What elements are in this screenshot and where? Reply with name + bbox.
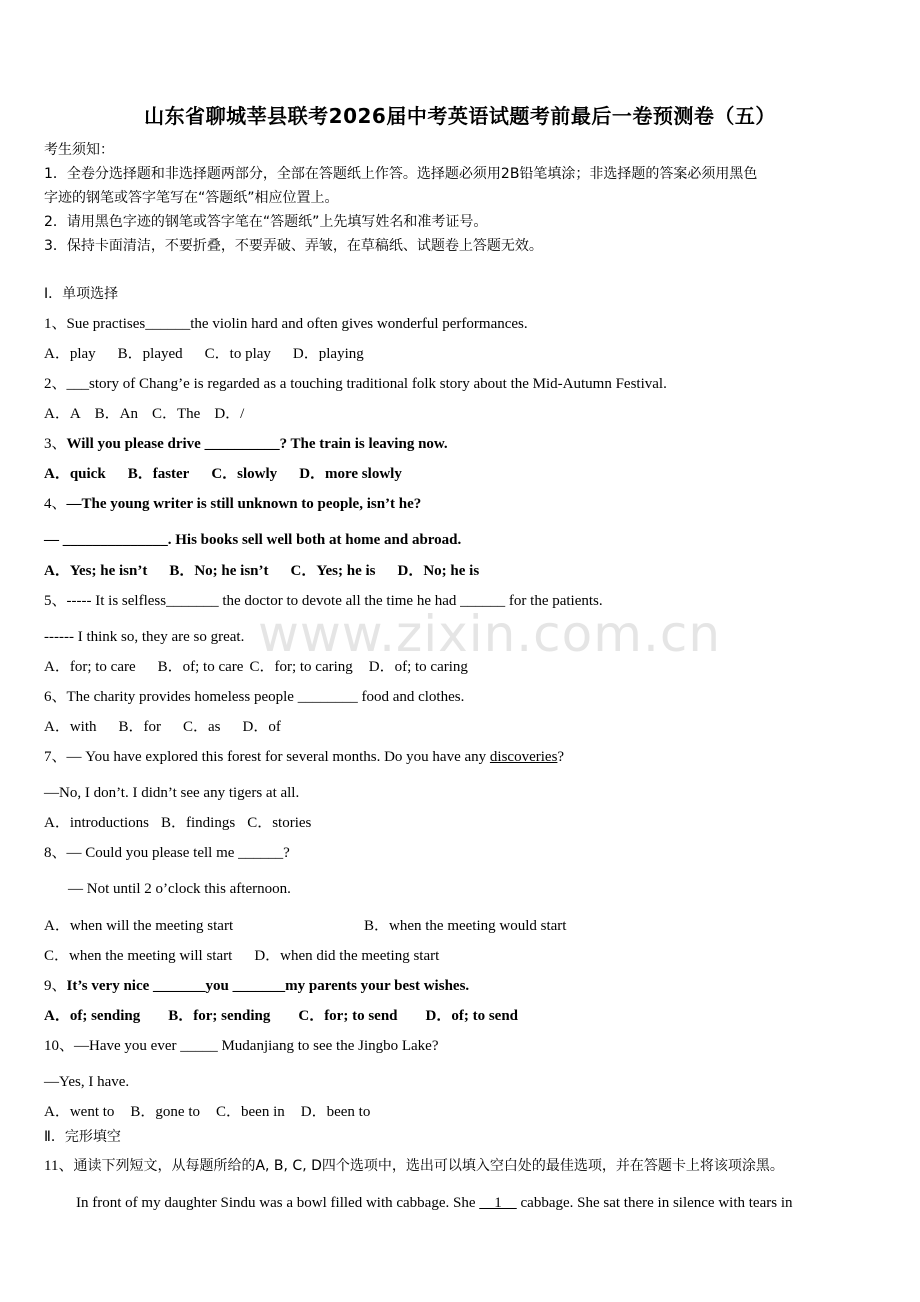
question-5 bbox=[44, 591, 603, 611]
question-instruction: 通读下列短文，从每题所给的A, B, C, D四个选项中，选出可以填入空白处的最佳选项，并在答题卡上将该项涂黑。 bbox=[73, 1158, 784, 1174]
option-a: A．play bbox=[44, 346, 96, 362]
option-d: D．No; he is bbox=[397, 563, 480, 579]
option-d: D．playing bbox=[292, 346, 364, 362]
option-b: B．gone to bbox=[130, 1104, 201, 1120]
question-11 bbox=[44, 1156, 784, 1176]
option-b: B．played bbox=[117, 346, 183, 362]
option-b: B．findings bbox=[161, 815, 236, 831]
question-text: —The young writer is still unknown to people, isn’t he? bbox=[66, 496, 422, 512]
options-8-cd bbox=[44, 946, 461, 966]
question-7 bbox=[44, 747, 564, 767]
question-text: ----- It is selfless_______ the doctor to devote all the time he had ______ for the patients. bbox=[66, 593, 603, 609]
option-b: B．of; to care bbox=[157, 659, 244, 675]
exam-title: 山东省聊城莘县联考2026届中考英语试题考前最后一卷预测卷（五） bbox=[144, 104, 776, 128]
notice-item-3: 3．保持卡面清洁，不要折叠，不要弄破、弄皱，在草稿纸、试题卷上答题无效。 bbox=[44, 238, 543, 254]
options-3 bbox=[44, 464, 424, 484]
notice-item-2: 2．请用黑色字迹的钢笔或答字笔在“答题纸”上先填写姓名和准考证号。 bbox=[44, 214, 488, 230]
question-1 bbox=[44, 314, 528, 334]
option-d: D．of; to caring bbox=[368, 659, 468, 675]
options-6 bbox=[44, 717, 303, 737]
section-heading-1: Ⅰ．单项选择 bbox=[44, 286, 119, 302]
notice-item-1: 1．全卷分选择题和非选择题两部分，全部在答题纸上作答。选择题必须用2B铅笔填涂；非选择题的答案必须用黑色 bbox=[44, 166, 758, 182]
option-b: B．faster bbox=[127, 466, 190, 482]
question-text: ___story of Chang’e is regarded as a touching traditional folk story about the Mid-Autumn Festival. bbox=[66, 376, 667, 392]
option-b: B．for; sending bbox=[168, 1008, 271, 1024]
question-number: 10、 bbox=[44, 1038, 75, 1054]
notice-item-1-cont: 字迹的钢笔或答字笔写在“答题纸”相应位置上。 bbox=[44, 190, 339, 206]
options-7 bbox=[44, 813, 333, 833]
question-text: —Have you ever _____ Mudanjiang to see the Jingbo Lake? bbox=[74, 1038, 439, 1054]
question-2 bbox=[44, 374, 667, 394]
question-text: Will you please drive __________? The train is leaving now. bbox=[66, 436, 448, 452]
question-mark: ? bbox=[557, 749, 565, 765]
option-c: C．been in bbox=[216, 1104, 285, 1120]
passage-line-1 bbox=[76, 1193, 793, 1213]
option-a: A．for; to care bbox=[44, 659, 136, 675]
question-number: 5、 bbox=[44, 593, 67, 609]
option-c: C．stories bbox=[247, 815, 312, 831]
question-text: — You have explored this forest for several months. Do you have any bbox=[66, 749, 490, 765]
option-c: C．to play bbox=[204, 346, 271, 362]
options-10 bbox=[44, 1102, 392, 1122]
question-4 bbox=[44, 494, 421, 514]
watermark: www.zixin.com.cn bbox=[258, 605, 722, 663]
question-number: 2、 bbox=[44, 376, 67, 392]
question-number: 3、 bbox=[44, 436, 67, 452]
option-c: C．as bbox=[183, 719, 221, 735]
option-a: A．quick bbox=[44, 466, 106, 482]
option-d: D．when did the meeting start bbox=[254, 948, 440, 964]
option-a: A．went to bbox=[44, 1104, 115, 1120]
option-a: A．A bbox=[44, 406, 81, 422]
options-2 bbox=[44, 404, 266, 424]
options-9 bbox=[44, 1006, 540, 1026]
question-number: 1、 bbox=[44, 316, 67, 332]
option-a: A．Yes; he isn’t bbox=[44, 563, 148, 579]
question-number: 11、 bbox=[44, 1158, 74, 1174]
underlined-word: discoveries bbox=[489, 749, 558, 765]
option-d: D．more slowly bbox=[299, 466, 402, 482]
question-text: — Could you please tell me ______? bbox=[66, 845, 290, 861]
question-text: Sue practises______the violin hard and often gives wonderful performances. bbox=[66, 316, 528, 332]
option-b: B．No; he isn’t bbox=[169, 563, 269, 579]
question-number: 4、 bbox=[44, 496, 67, 512]
option-a: A．with bbox=[44, 719, 97, 735]
question-text: It’s very nice _______you _______my parents your best wishes. bbox=[66, 978, 470, 994]
option-c: C．The bbox=[152, 406, 201, 422]
passage-text: In front of my daughter Sindu was a bowl filled with cabbage. She bbox=[76, 1195, 480, 1211]
option-d: D．of bbox=[242, 719, 281, 735]
question-number: 8、 bbox=[44, 845, 67, 861]
option-d: D．of; to send bbox=[425, 1008, 519, 1024]
options-1 bbox=[44, 344, 386, 364]
question-4-reply: — ______________. His books sell well both at home and abroad. bbox=[44, 532, 462, 548]
option-c: C．when the meeting will start bbox=[44, 948, 233, 964]
question-6 bbox=[44, 687, 464, 707]
option-a: A．introductions bbox=[44, 815, 149, 831]
option-c: C．for; to send bbox=[298, 1008, 398, 1024]
option-c: C．for; to caring bbox=[249, 659, 353, 675]
option-b: B．for bbox=[118, 719, 162, 735]
passage-text-cont: cabbage. She sat there in silence with tears in bbox=[516, 1195, 793, 1211]
question-7-reply: —No, I don’t. I didn’t see any tigers at all. bbox=[44, 785, 300, 801]
question-9 bbox=[44, 976, 469, 996]
question-8 bbox=[44, 843, 290, 863]
notice-heading: 考生须知： bbox=[44, 142, 114, 158]
question-number: 6、 bbox=[44, 689, 67, 705]
option-a: A．of; sending bbox=[44, 1008, 141, 1024]
question-text: The charity provides homeless people ________ food and clothes. bbox=[66, 689, 465, 705]
question-8-reply: — Not until 2 o’clock this afternoon. bbox=[68, 881, 291, 897]
question-10-reply: —Yes, I have. bbox=[44, 1074, 130, 1090]
option-b: B．when the meeting would start bbox=[364, 918, 567, 934]
question-number: 9、 bbox=[44, 978, 67, 994]
options-4 bbox=[44, 561, 501, 581]
question-3 bbox=[44, 434, 448, 454]
option-d: D．/ bbox=[214, 406, 245, 422]
question-5-reply: ------ I think so, they are so great. bbox=[44, 629, 245, 645]
options-5 bbox=[44, 657, 490, 677]
option-d: D．been to bbox=[300, 1104, 371, 1120]
option-c: C．Yes; he is bbox=[290, 563, 376, 579]
question-number: 7、 bbox=[44, 749, 67, 765]
option-a: A．when will the meeting start bbox=[44, 918, 234, 934]
section-heading-2: Ⅱ．完形填空 bbox=[44, 1129, 121, 1145]
option-b: B．An bbox=[94, 406, 139, 422]
option-c: C．slowly bbox=[211, 466, 278, 482]
question-10 bbox=[44, 1036, 439, 1056]
blank-1: 1 bbox=[479, 1195, 517, 1211]
